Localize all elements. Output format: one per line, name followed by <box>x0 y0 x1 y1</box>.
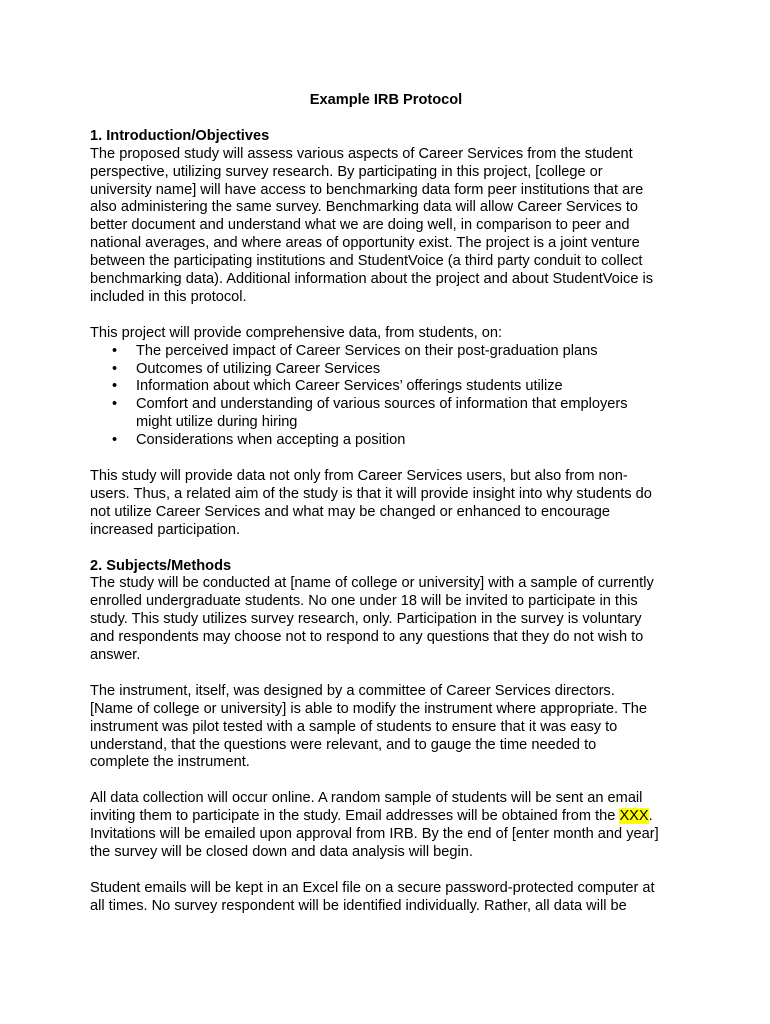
text-line <box>90 808 690 826</box>
list-item-text: Considerations when accepting a position <box>136 432 406 449</box>
instrument-paragraph <box>90 683 690 773</box>
list-item-text: might utilize during hiring <box>136 414 298 431</box>
text-line: The study will be conducted at [name of college or university] with a sample of currently <box>90 575 654 592</box>
list-item-text: Comfort and understanding of various sources of information that employers <box>136 396 628 413</box>
text-fragment: . <box>648 808 653 825</box>
text-line: increased participation. <box>90 521 241 538</box>
highlighted-placeholder: XXX <box>619 808 649 825</box>
list-item-text: Information about which Career Services’ offerings students utilize <box>136 378 563 395</box>
text-line: Student emails will be kept in an Excel file on a secure password-protected computer at <box>90 879 655 896</box>
text-line: and respondents may choose not to respond to any questions that they do not wish to <box>90 629 644 646</box>
objectives-list <box>90 343 690 450</box>
list-item-text: Outcomes of utilizing Career Services <box>136 360 381 377</box>
text-line: Invitations will be emailed upon approval from IRB. By the end of [enter month and year] <box>90 826 659 843</box>
text-line: [Name of college or university] is able to modify the instrument where appropriate. The <box>90 700 647 717</box>
list-item <box>90 361 690 379</box>
text-line: national averages, and where areas of opportunity exist. The project is a joint venture <box>90 235 640 252</box>
bullet-icon: • <box>112 378 118 395</box>
text-line: understand, that the questions were relevant, and to gauge the time needed to <box>90 736 597 753</box>
section-heading-subjects-methods: 2. Subjects/Methods <box>90 557 232 574</box>
list-item-text: The perceived impact of Career Services on their post-graduation plans <box>136 342 598 359</box>
list-item <box>90 432 690 450</box>
bullet-icon: • <box>112 432 118 449</box>
text-line: The proposed study will assess various aspects of Career Services from the student <box>90 145 633 162</box>
text-line: study. This study utilizes survey research, only. Participation in the survey is voluntary <box>90 611 642 628</box>
bullet-icon: • <box>112 360 118 377</box>
text-line: all times. No survey respondent will be identified individually. Rather, all data will be <box>90 897 627 914</box>
bullet-icon: • <box>112 396 118 413</box>
text-line: benchmarking data). Additional information about the project and about StudentVoice is <box>90 271 654 288</box>
list-intro: This project will provide comprehensive data, from students, on: <box>90 324 503 341</box>
list-item <box>90 343 690 361</box>
text-fragment: inviting them to participate in the study. Email addresses will be obtained from the <box>90 808 620 825</box>
text-line: The instrument, itself, was designed by a committee of Career Services directors. <box>90 682 615 699</box>
text-line: All data collection will occur online. A random sample of students will be sent an email <box>90 790 643 807</box>
text-line: perspective, utilizing survey research. By participating in this project, [college or <box>90 163 603 180</box>
text-line: university name] will have access to benchmarking data form peer institutions that are <box>90 181 644 198</box>
section-heading-introduction: 1. Introduction/Objectives <box>90 127 270 144</box>
text-line: not utilize Career Services and what may be changed or enhanced to encourage <box>90 503 611 520</box>
text-line: enrolled undergraduate students. No one under 18 will be invited to participate in this <box>90 593 638 610</box>
text-line: users. Thus, a related aim of the study is that it will provide insight into why students do <box>90 485 652 502</box>
document-title: Example IRB Protocol <box>309 92 463 108</box>
list-item <box>90 378 690 396</box>
bullet-icon: • <box>112 342 118 359</box>
text-line: also administering the same survey. Benchmarking data will allow Career Services to <box>90 199 639 216</box>
aim-paragraph <box>90 468 690 540</box>
text-line: answer. <box>90 647 141 664</box>
text-line: complete the instrument. <box>90 754 250 771</box>
text-line: better document and understand what we are doing well, in comparison to peer and <box>90 217 630 234</box>
intro-paragraph <box>90 146 690 307</box>
list-item <box>90 396 690 432</box>
document-page <box>90 92 690 916</box>
text-line: included in this protocol. <box>90 288 247 305</box>
text-line: between the participating institutions and StudentVoice (a third party conduit to collect <box>90 253 643 270</box>
privacy-paragraph <box>90 880 690 916</box>
text-line: the survey will be closed down and data analysis will begin. <box>90 843 473 860</box>
data-collection-paragraph <box>90 790 690 862</box>
text-line: instrument was pilot tested with a sample of students to ensure that it was easy to <box>90 718 618 735</box>
text-line: This study will provide data not only from Career Services users, but also from non- <box>90 467 628 484</box>
subjects-paragraph <box>90 575 690 665</box>
